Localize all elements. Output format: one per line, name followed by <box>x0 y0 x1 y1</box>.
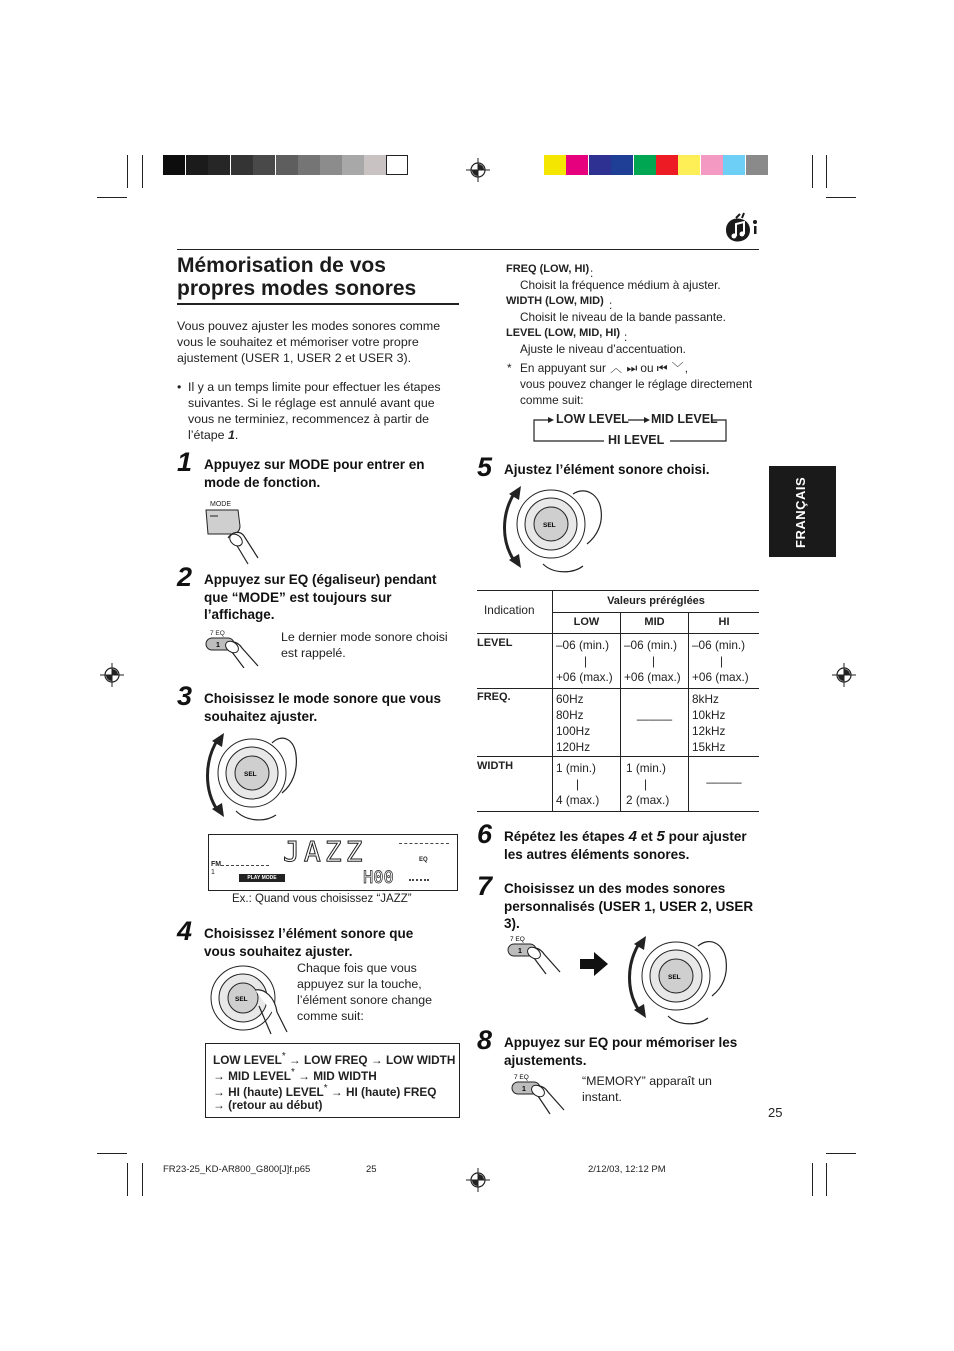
page-title: Mémorisation de vos propres modes sonores <box>177 254 417 300</box>
def-term-width: WIDTH (LOW, MID) <box>506 295 604 307</box>
table-col-low: LOW <box>573 616 600 628</box>
lcd-sub-text: H00 <box>363 868 394 888</box>
step-8-number: 8 <box>477 1025 493 1055</box>
width-hi-cell: ——— <box>706 775 742 789</box>
table-header-indication: Indication <box>484 603 535 617</box>
gray-swatch <box>253 155 275 175</box>
svg-text:1: 1 <box>522 1086 526 1093</box>
gray-swatch <box>386 155 408 175</box>
lcd-band-label: 1 <box>211 869 215 876</box>
step-4-text: Choisissez l’élément sonore que vous souhaitez ajuster. <box>204 926 414 959</box>
gray-swatch <box>208 155 230 175</box>
cycle-line-1: LOW LEVEL* → LOW FREQ → LOW WIDTH <box>213 1051 456 1067</box>
right-arrow-icon <box>580 952 608 976</box>
footer-date: 2/12/03, 12:12 PM <box>588 1164 666 1175</box>
gray-swatch <box>342 155 364 175</box>
step-1-number: 1 <box>177 447 193 477</box>
color-swatch <box>634 155 656 175</box>
table-row-level-label: LEVEL <box>477 637 513 649</box>
intro-bullet: • Il y a un temps limite pour effectuer les étapes suivantes. Si le réglage est annulé avant que vous ne terminiez, recommencez à partir de l’étape 1. <box>177 380 441 442</box>
step-3-text: Choisissez le mode sonore que vous souhaitez ajuster. <box>204 691 442 724</box>
eq-button-label: 7 EQ <box>210 630 225 637</box>
gray-swatch <box>231 155 253 175</box>
table-row-freq-label: FREQ. <box>477 691 511 703</box>
lcd-main-text: JAZZ <box>283 835 367 868</box>
step-6-number: 6 <box>477 819 493 849</box>
level-mid-cell: –06 (min.) | +06 (max.) <box>624 638 681 684</box>
step-5-number: 5 <box>477 452 493 482</box>
step-5-text: Ajustez l’élément sonore choisi. <box>504 462 710 477</box>
level-low-cell: –06 (min.) | +06 (max.) <box>556 638 613 684</box>
registration-mark-right <box>832 663 856 687</box>
step-1-text: Appuyez sur MODE pour entrer en mode de fonction. <box>204 457 425 490</box>
step-4-number: 4 <box>177 916 193 946</box>
step-2-text: Appuyez sur EQ (égaliseur) pendant que “MODE” est toujours sur l’affichage. <box>204 572 437 622</box>
table-col-mid: MID <box>644 616 665 628</box>
svg-text:SEL: SEL <box>235 996 248 1003</box>
page-number: 25 <box>768 1105 783 1120</box>
step-2-number: 2 <box>177 562 193 592</box>
definition-list <box>506 261 761 357</box>
language-side-tab-label: FRANÇAIS <box>793 476 808 548</box>
sel-knob-select-illustration <box>628 930 732 1030</box>
cycle-line-2: → MID LEVEL* → MID WIDTH <box>213 1067 377 1083</box>
svg-text:7 EQ: 7 EQ <box>514 1074 529 1081</box>
mode-button-label: MODE <box>210 501 231 508</box>
registration-mark-left <box>100 663 124 687</box>
bullet-step-ref: 1 <box>227 428 235 442</box>
color-swatch <box>611 155 633 175</box>
level-cycle-low: LOW LEVEL <box>556 412 629 426</box>
footnote: * En appuyant sur ︿ ⏭ ou ⏮ ﹀, vous pouvez changer le réglage directement comme suit: <box>507 361 753 407</box>
svg-text:SEL: SEL <box>543 522 556 529</box>
lcd-play-mode: PLAY MODE <box>239 874 285 882</box>
footer-page: 25 <box>366 1164 377 1175</box>
def-term-freq: FREQ (LOW, HI) <box>506 263 590 275</box>
registration-mark-bottom <box>466 1168 490 1192</box>
next-track-icon: ⏭ <box>626 361 638 375</box>
eq-button-illustration-2 <box>506 934 568 978</box>
footer-file: FR23-25_KD-AR800_G800[J]f.p65 <box>163 1164 311 1175</box>
eq-button-illustration-3 <box>510 1072 572 1120</box>
step-3-number: 3 <box>177 681 193 711</box>
freq-low-cell: 60Hz 80Hz 100Hz 120Hz <box>556 692 591 754</box>
bullet-text: Il y a un temps limite pour effectuer les étapes suivantes. Si le réglage est annulé avant que vous ne terminiez, recommencez à partir de l’étape <box>188 380 441 442</box>
down-arrow-icon: ﹀ <box>671 361 684 375</box>
cycle-line-4: → (retour au début) <box>213 1098 323 1112</box>
freq-mid-cell: ——— <box>636 712 673 726</box>
lcd-display <box>208 834 458 891</box>
color-swatch <box>746 155 768 175</box>
color-swatch <box>544 155 566 175</box>
color-swatch <box>566 155 588 175</box>
color-swatch <box>723 155 745 175</box>
up-arrow-icon: ︿ <box>610 361 623 375</box>
color-swatch <box>678 155 700 175</box>
def-desc-freq: Choisit la fréquence médium à ajuster. <box>520 278 721 292</box>
svg-text:SEL: SEL <box>668 974 681 981</box>
level-hi-cell: –06 (min.) | +06 (max.) <box>692 638 749 684</box>
gray-swatch <box>364 155 386 175</box>
table-header-values: Valeurs préréglées <box>607 595 705 607</box>
registration-mark-top <box>466 158 490 182</box>
lcd-eq-label: EQ <box>419 857 428 863</box>
def-desc-width: Choisit le niveau de la bande passante. <box>520 310 726 324</box>
level-cycle-hi: HI LEVEL <box>608 433 665 447</box>
def-desc-level: Ajuste le niveau d’accentuation. <box>520 342 686 356</box>
music-note-info-icon <box>722 212 760 244</box>
gray-swatch <box>320 155 342 175</box>
level-cycle-mid: MID LEVEL <box>651 412 718 426</box>
svg-text:1: 1 <box>518 948 522 955</box>
step-8-text: Appuyez sur EQ pour mémoriser les ajustements. <box>504 1035 738 1068</box>
color-swatch <box>656 155 678 175</box>
sel-knob-adjust-illustration <box>503 482 607 578</box>
step-4-note: Chaque fois que vous appuyez sur la touche, l’élément sonore change comme suit: <box>297 961 433 1023</box>
header-rule <box>177 249 759 250</box>
sel-knob-rotate-illustration <box>206 725 302 827</box>
prev-track-icon: ⏮ <box>656 361 668 375</box>
step-6-text: Répétez les étapes 4 et 5 pour ajuster les autres éléments sonores. <box>504 828 747 862</box>
def-term-level: LEVEL (LOW, MID, HI) <box>506 327 621 339</box>
table-col-hi: HI <box>718 616 730 628</box>
color-swatch <box>589 155 611 175</box>
freq-hi-cell: 8kHz 10kHz 12kHz 15kHz <box>692 692 726 754</box>
lcd-caption: Ex.: Quand vous choisissez “JAZZ” <box>232 893 412 905</box>
mode-button-illustration <box>204 496 264 566</box>
gray-swatch <box>276 155 298 175</box>
step-7-number: 7 <box>477 871 493 901</box>
svg-text:1: 1 <box>216 642 220 649</box>
color-swatch <box>701 155 723 175</box>
gray-swatch <box>186 155 208 175</box>
gray-swatch <box>163 155 185 175</box>
svg-text:7 EQ: 7 EQ <box>510 936 525 943</box>
step-7-text: Choisissez un des modes sonores personnalisés (USER 1, USER 2, USER 3). <box>504 881 754 931</box>
intro-paragraph: Vous pouvez ajuster les modes sonores comme vous le souhaitez et mémoriser votre propre ajustement (USER 1, USER 2 et USER 3). <box>177 319 441 365</box>
eq-button-illustration <box>204 628 266 668</box>
width-low-cell: 1 (min.) | 4 (max.) <box>556 761 600 807</box>
sel-knob-press-illustration <box>205 962 291 1038</box>
step-8-note: “MEMORY” apparaît un instant. <box>582 1074 712 1104</box>
sel-label: SEL <box>244 771 257 778</box>
title-underline <box>177 303 459 305</box>
lcd-fm-label: FM <box>211 861 222 868</box>
gray-swatch <box>298 155 320 175</box>
cycle-line-3: → HI (haute) LEVEL* → HI (haute) FREQ <box>213 1083 437 1099</box>
width-mid-cell: 1 (min.) | 2 (max.) <box>626 761 670 807</box>
table-row-width-label: WIDTH <box>477 760 514 772</box>
step-2-note: Le dernier mode sonore choisi est rappelé. <box>281 630 448 660</box>
